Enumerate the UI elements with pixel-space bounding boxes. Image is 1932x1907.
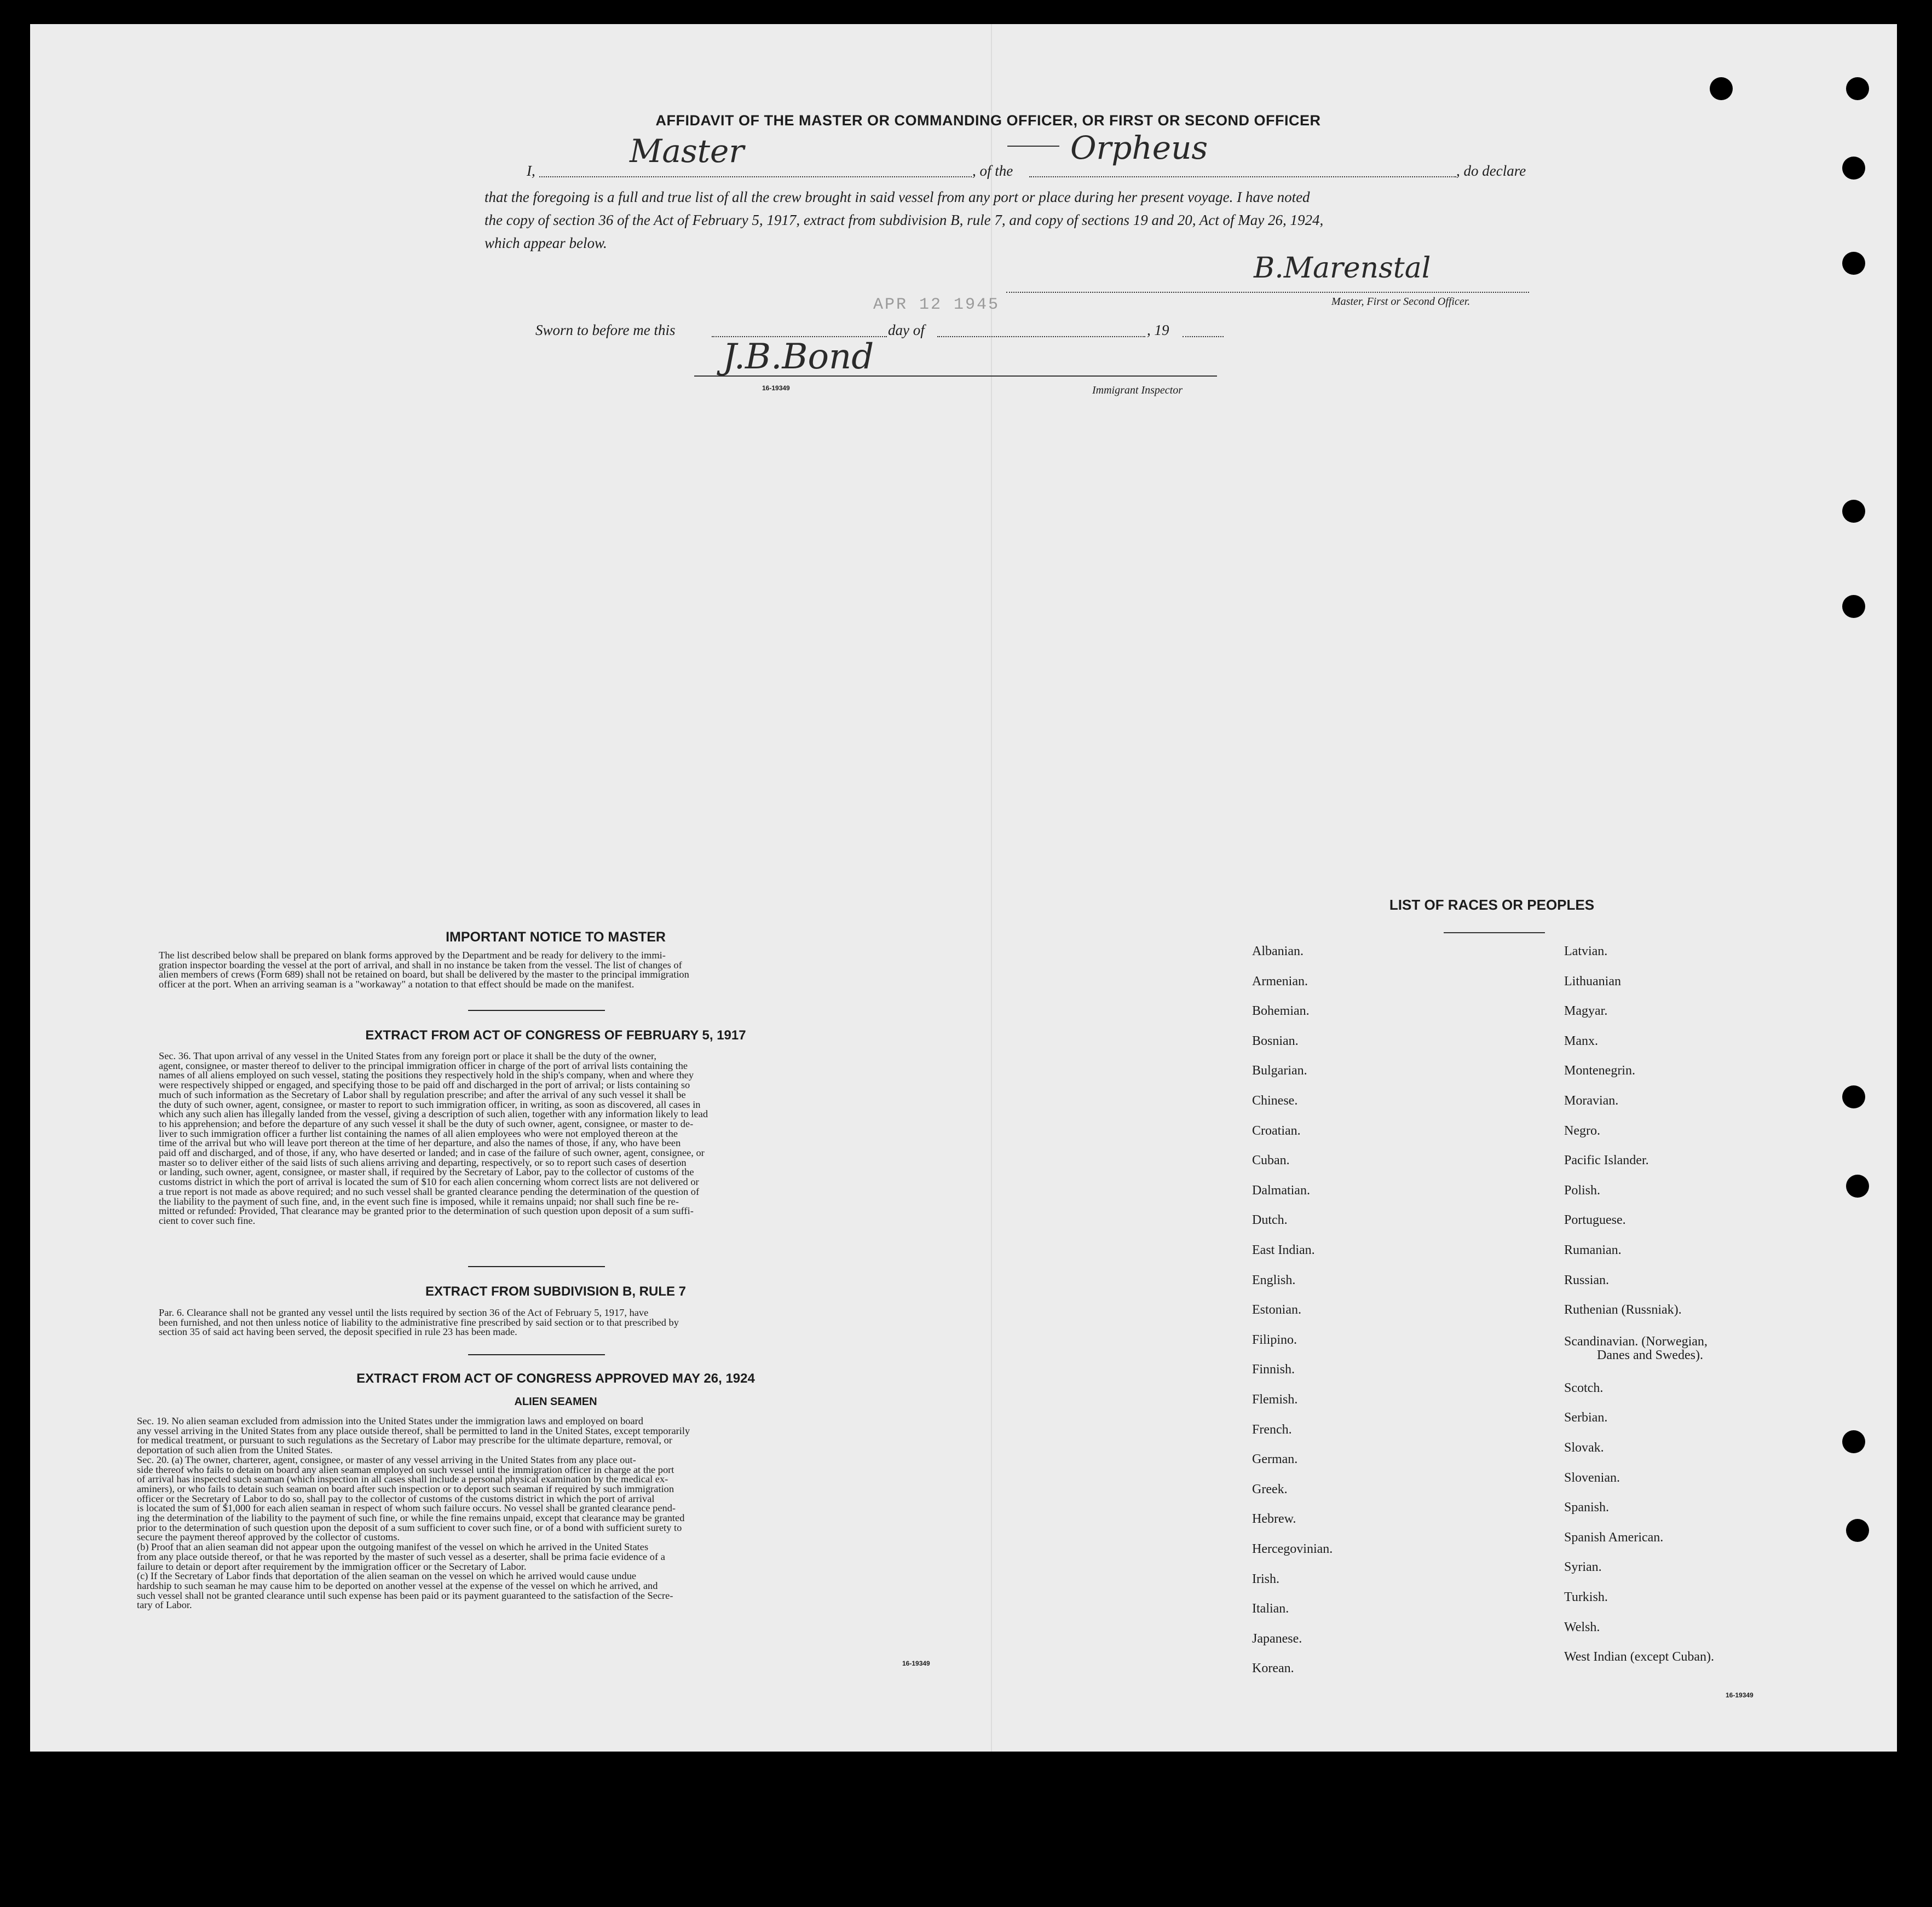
race-item: Slovak. [1564, 1441, 1604, 1455]
notice-line: alien members of crews (Form 689) shall not be retained on board, but shall be delivered by the master to the principal immigration [159, 969, 689, 980]
race-item: French. [1252, 1422, 1292, 1437]
affidavit-line: that the foregoing is a full and true list of all the crew brought in said vessel from any port or place during her present voyage. I have noted [485, 189, 1310, 205]
text-line: deportation of such alien from the United States. [137, 1444, 333, 1456]
race-item: Serbian. [1564, 1411, 1608, 1425]
text-line: which any such alien has illegally landed from the vessel, giving a description of such alien, together with any information likely to lead [159, 1108, 708, 1120]
fold-line [991, 24, 992, 1752]
text-line: (b) Proof that an alien seaman did not appear upon the outgoing manifest of the vessel on which he arrived in the United States [137, 1541, 649, 1553]
text-line: such vessel shall not be granted clearance until such expense has been paid or its payment guaranteed to the satisfaction of the Secre- [137, 1590, 673, 1601]
races-rule [1444, 932, 1545, 933]
affidavit-body [485, 186, 1527, 255]
text-line: Sec. 19. No alien seaman excluded from admission into the United States under the immigration laws and employed on board [137, 1415, 643, 1426]
text-line: cient to cover such fine. [159, 1215, 256, 1226]
name-line [539, 176, 972, 177]
race-item: East Indian. [1252, 1243, 1315, 1257]
section-divider [468, 1266, 605, 1267]
race-item: Scotch. [1564, 1380, 1604, 1395]
text-line: were respectively shipped or engaged, and specifying those to be paid off and discharged in the port of arrival; or lists containing so [159, 1079, 690, 1091]
text-line: (c) If the Secretary of Labor finds that deportation of the alien seaman on the vessel on which he arrived would cause undue [137, 1570, 637, 1582]
race-item: Chinese. [1252, 1094, 1298, 1108]
extract-rule7-title: EXTRACT FROM SUBDIVISION B, RULE 7 [425, 1284, 687, 1299]
text-line: of arrival has inspected such seaman (which inspection in all cases shall include a personal physical examination by the medical ex- [137, 1473, 668, 1485]
text-line: to his apprehension; and before the departure of any such vessel it shall be the duty of such owner, agent, consignee, or master to de- [159, 1118, 694, 1129]
race-item: Flemish. [1252, 1392, 1298, 1407]
text-line: aminers), or who fails to detain such seaman on board after such inspection or to deport such seaman if required by such immigration [137, 1483, 674, 1494]
punch-hole [1842, 252, 1865, 275]
race-item: Montenegrin. [1564, 1064, 1635, 1078]
vessel-name-handwritten: Orpheus [1070, 129, 1208, 166]
notice-line: officer at the port. When an arriving seaman is a "workaway" a notation to that effect should be made on the manifest. [159, 979, 635, 990]
race-item: Welsh. [1564, 1620, 1600, 1634]
text-line: tary of Labor. [137, 1599, 192, 1611]
text-line: secure the payment thereof approved by the collector of customs. [137, 1532, 400, 1543]
officer-caption: Master, First or Second Officer. [1331, 296, 1470, 308]
affidavit-title: AFFIDAVIT OF THE MASTER OR COMMANDING OFFICER, OR FIRST OR SECOND OFFICER [655, 112, 1321, 129]
extract-rule7-body [159, 1308, 939, 1337]
punch-hole [1846, 1519, 1869, 1542]
race-item: Scandinavian. (Norwegian, [1564, 1334, 1708, 1349]
extract-1924-body [137, 1417, 939, 1610]
extract-1917-title: EXTRACT FROM ACT OF CONGRESS OF FEBRUARY 5, 1917 [365, 1028, 746, 1043]
date-stamp: APR 12 1945 [873, 296, 1000, 314]
notice-title: IMPORTANT NOTICE TO MASTER [446, 929, 666, 945]
race-item: Italian. [1252, 1602, 1289, 1616]
punch-hole [1842, 500, 1865, 523]
form-number: 16-19349 [902, 1660, 930, 1667]
punch-hole [1842, 595, 1865, 618]
affidavit-line: the copy of section 36 of the Act of February 5, 1917, extract from subdivision B, rule 7, and copy of sections 19 and 20, Act of May 26, 1924, [485, 212, 1324, 228]
text-line: any vessel arriving in the United States from any place outside thereof, shall be permitted to land in the United States, except temporarily [137, 1425, 690, 1436]
vessel-line [1029, 176, 1456, 177]
race-item: Polish. [1564, 1183, 1601, 1198]
text-line: much of such information as the Secretary of Labor shall by regulation prescribe; and after the arrival of any such vessel it shall be [159, 1089, 686, 1100]
extract-1924-subtitle: ALIEN SEAMEN [514, 1396, 597, 1408]
text-line: hardship to such seaman he may cause him to be deported on another vessel at the expense of the vessel on which he arrived, and [137, 1580, 658, 1591]
text-line: master so to deliver either of the said lists of such aliens arriving and departing, respectively, or so to report such cases of desertion [159, 1157, 687, 1168]
section-divider [468, 1354, 605, 1355]
race-item: Portuguese. [1564, 1213, 1626, 1228]
sworn-year-line [1183, 336, 1224, 337]
text-line: section 35 of said act having been served, the deposit specified in rule 23 has been made. [159, 1326, 517, 1338]
inspector-signature: J.B.Bond [723, 337, 874, 377]
race-item: Russian. [1564, 1273, 1610, 1287]
notice-body [159, 951, 939, 990]
affidavit-prefix: I, [527, 163, 535, 179]
race-item: Filipino. [1252, 1332, 1297, 1347]
race-item: Finnish. [1252, 1362, 1295, 1377]
race-item: Spanish American. [1564, 1530, 1664, 1545]
text-line: names of all aliens employed on such vessel, stating the positions they respectively hold in the ship's company, when and where they [159, 1070, 694, 1081]
race-item: Pacific Islander. [1564, 1153, 1649, 1168]
race-item: Hercegovinian. [1252, 1542, 1333, 1556]
race-item: Croatian. [1252, 1123, 1301, 1138]
race-item: Ruthenian (Russniak). [1564, 1303, 1682, 1317]
race-item: German. [1252, 1452, 1298, 1467]
sworn-prefix: Sworn to before me this [535, 322, 676, 338]
master-name-handwritten: Master [630, 132, 745, 170]
race-item: Irish. [1252, 1571, 1279, 1586]
race-item: Dalmatian. [1252, 1183, 1310, 1198]
text-line: a true report is not made as above required; and no such vessel shall be granted clearance pending the determination of the question of [159, 1186, 700, 1197]
race-item: Rumanian. [1564, 1243, 1622, 1257]
punch-hole [1842, 1085, 1865, 1108]
punch-hole [1846, 1175, 1869, 1198]
short-rule [1007, 146, 1059, 147]
affidavit-of-the: , of the [972, 163, 1013, 179]
extract-1924-title: EXTRACT FROM ACT OF CONGRESS APPROVED MAY 26, 1924 [356, 1371, 755, 1386]
race-item: Bosnian. [1252, 1033, 1299, 1048]
text-line: agent, consignee, or master thereof to deliver to the principal immigration officer in charge of the port of arrival lists containing the [159, 1060, 688, 1071]
sworn-day-of: day of [888, 322, 925, 338]
section-divider [468, 1010, 605, 1011]
text-line: the duty of such owner, agent, consignee, or master to report to such immigration officer, in writing, as soon as discovered, all cases in [159, 1099, 701, 1110]
race-item: Estonian. [1252, 1303, 1301, 1317]
text-line: paid off and discharged, and of those, if any, who have deserted or landed; and in case of the failure of such owner, agent, consignee, or [159, 1147, 705, 1159]
race-item: West Indian (except Cuban). [1564, 1650, 1714, 1665]
do-declare: , do declare [1456, 163, 1526, 179]
text-line: Par. 6. Clearance shall not be granted any vessel until the lists required by section 36 of the Act of February 5, 1917, have [159, 1307, 649, 1318]
text-line: failure to detain or deport after requirement by the immigration officer or the Secretary of Labor. [137, 1561, 527, 1572]
text-line: for medical treatment, or pursuant to such regulations as the Secretary of Labor may prescribe for the ultimate departure, removal, or [137, 1435, 672, 1446]
sworn-year: , 19 [1147, 322, 1169, 338]
race-item: Negro. [1564, 1123, 1600, 1138]
race-item: Turkish. [1564, 1590, 1608, 1604]
race-item: Cuban. [1252, 1153, 1290, 1168]
race-item: Albanian. [1252, 944, 1304, 958]
race-item: English. [1252, 1273, 1296, 1287]
sworn-month-line [937, 336, 1145, 337]
races-title: LIST OF RACES OR PEOPLES [1389, 897, 1595, 913]
race-item: Latvian. [1564, 944, 1608, 958]
text-line: officer or the Secretary of Labor to do so, shall pay to the collector of customs of the customs district in which the port of arrival [137, 1493, 655, 1504]
text-line: Sec. 36. That upon arrival of any vessel in the United States from any foreign port or place it shall be the duty of the owner, [159, 1050, 657, 1061]
form-number: 16-19349 [1726, 1691, 1754, 1699]
race-item: Bulgarian. [1252, 1064, 1307, 1078]
extract-1917-body [159, 1051, 939, 1226]
punch-hole [1842, 1430, 1865, 1453]
race-item: Spanish. [1564, 1500, 1610, 1515]
text-line: or landing, such owner, agent, consignee, or master shall, if required by the Secretary of Labor, pay to the collector of customs of the [159, 1166, 694, 1178]
race-item: Moravian. [1564, 1094, 1619, 1108]
notice-line: gration inspector boarding the vessel at the port of arrival, and shall in no instance be taken from the vessel. The list of changes of [159, 959, 682, 970]
race-item: Japanese. [1252, 1631, 1302, 1646]
affidavit-line: which appear below. [485, 235, 607, 251]
text-line: Sec. 20. (a) The owner, charterer, agent, consignee, or master of any vessel arriving in the United States from any place out- [137, 1454, 636, 1465]
race-item: Hebrew. [1252, 1512, 1296, 1527]
punch-hole [1842, 157, 1865, 180]
race-item: Magyar. [1564, 1004, 1608, 1019]
race-item: Dutch. [1252, 1213, 1288, 1228]
race-item: Greek. [1252, 1482, 1288, 1496]
text-line: time of the arrival but who will leave port thereon at the time of her departure, and also the names of those, if any, who have been [159, 1137, 681, 1149]
text-line: customs district in which the port of arrival is located the sum of $10 for each alien concerning whom correct lists are not delivered or [159, 1176, 699, 1188]
text-line: side thereof who fails to detain on board any alien seaman employed on such vessel until the immigration officer in charge at the port [137, 1464, 674, 1475]
text-line: the liability to the payment of such fine, and, in the event such fine is imposed, while it remains unpaid; nor shall such fine be re- [159, 1195, 679, 1207]
text-line: is located the sum of $1,000 for each alien seaman in respect of whom such failure occurs. No vessel shall be granted clearance pend- [137, 1503, 676, 1514]
race-item: Lithuanian [1564, 974, 1621, 989]
race-item: Slovenian. [1564, 1470, 1620, 1485]
text-line: mitted or refunded: Provided, That clearance may be granted prior to the determination of such question upon deposit of a sum suffi- [159, 1205, 694, 1217]
inspector-caption: Immigrant Inspector [1092, 384, 1183, 396]
race-item: Bohemian. [1252, 1004, 1310, 1019]
race-item: Syrian. [1564, 1560, 1602, 1575]
notice-line: The list described below shall be prepared on blank forms approved by the Department and be ready for delivery to the immi- [159, 950, 666, 961]
text-line: prior to the determination of such question upon the deposit of a sum sufficient to cover such fine, or of a bond with sufficient surety to [137, 1522, 682, 1533]
officer-signature-line [1006, 292, 1529, 293]
text-line: from any place outside thereof, or that he was reported by the master of such vessel as a deserter, shall be prima facie evidence of a [137, 1551, 665, 1562]
race-item: Armenian. [1252, 974, 1308, 989]
punch-hole [1710, 77, 1733, 100]
text-line: been furnished, and not then unless notice of liability to the administrative fine prescribed by said section or to that prescribed by [159, 1316, 679, 1328]
form-number: 16-19349 [762, 384, 790, 392]
race-item: Manx. [1564, 1033, 1598, 1048]
race-item: Danes and Swedes). [1597, 1348, 1703, 1362]
officer-signature: B.Marenstal [1254, 252, 1431, 285]
text-line: ing the determination of the liability to the payment of such fine, or while the fine remains unpaid, except that clearance may be granted [137, 1512, 685, 1524]
race-item: Korean. [1252, 1661, 1294, 1676]
text-line: liver to such immigration officer a further list containing the names of all alien employees who were not employed thereon at the [159, 1128, 678, 1139]
punch-hole [1846, 77, 1869, 100]
